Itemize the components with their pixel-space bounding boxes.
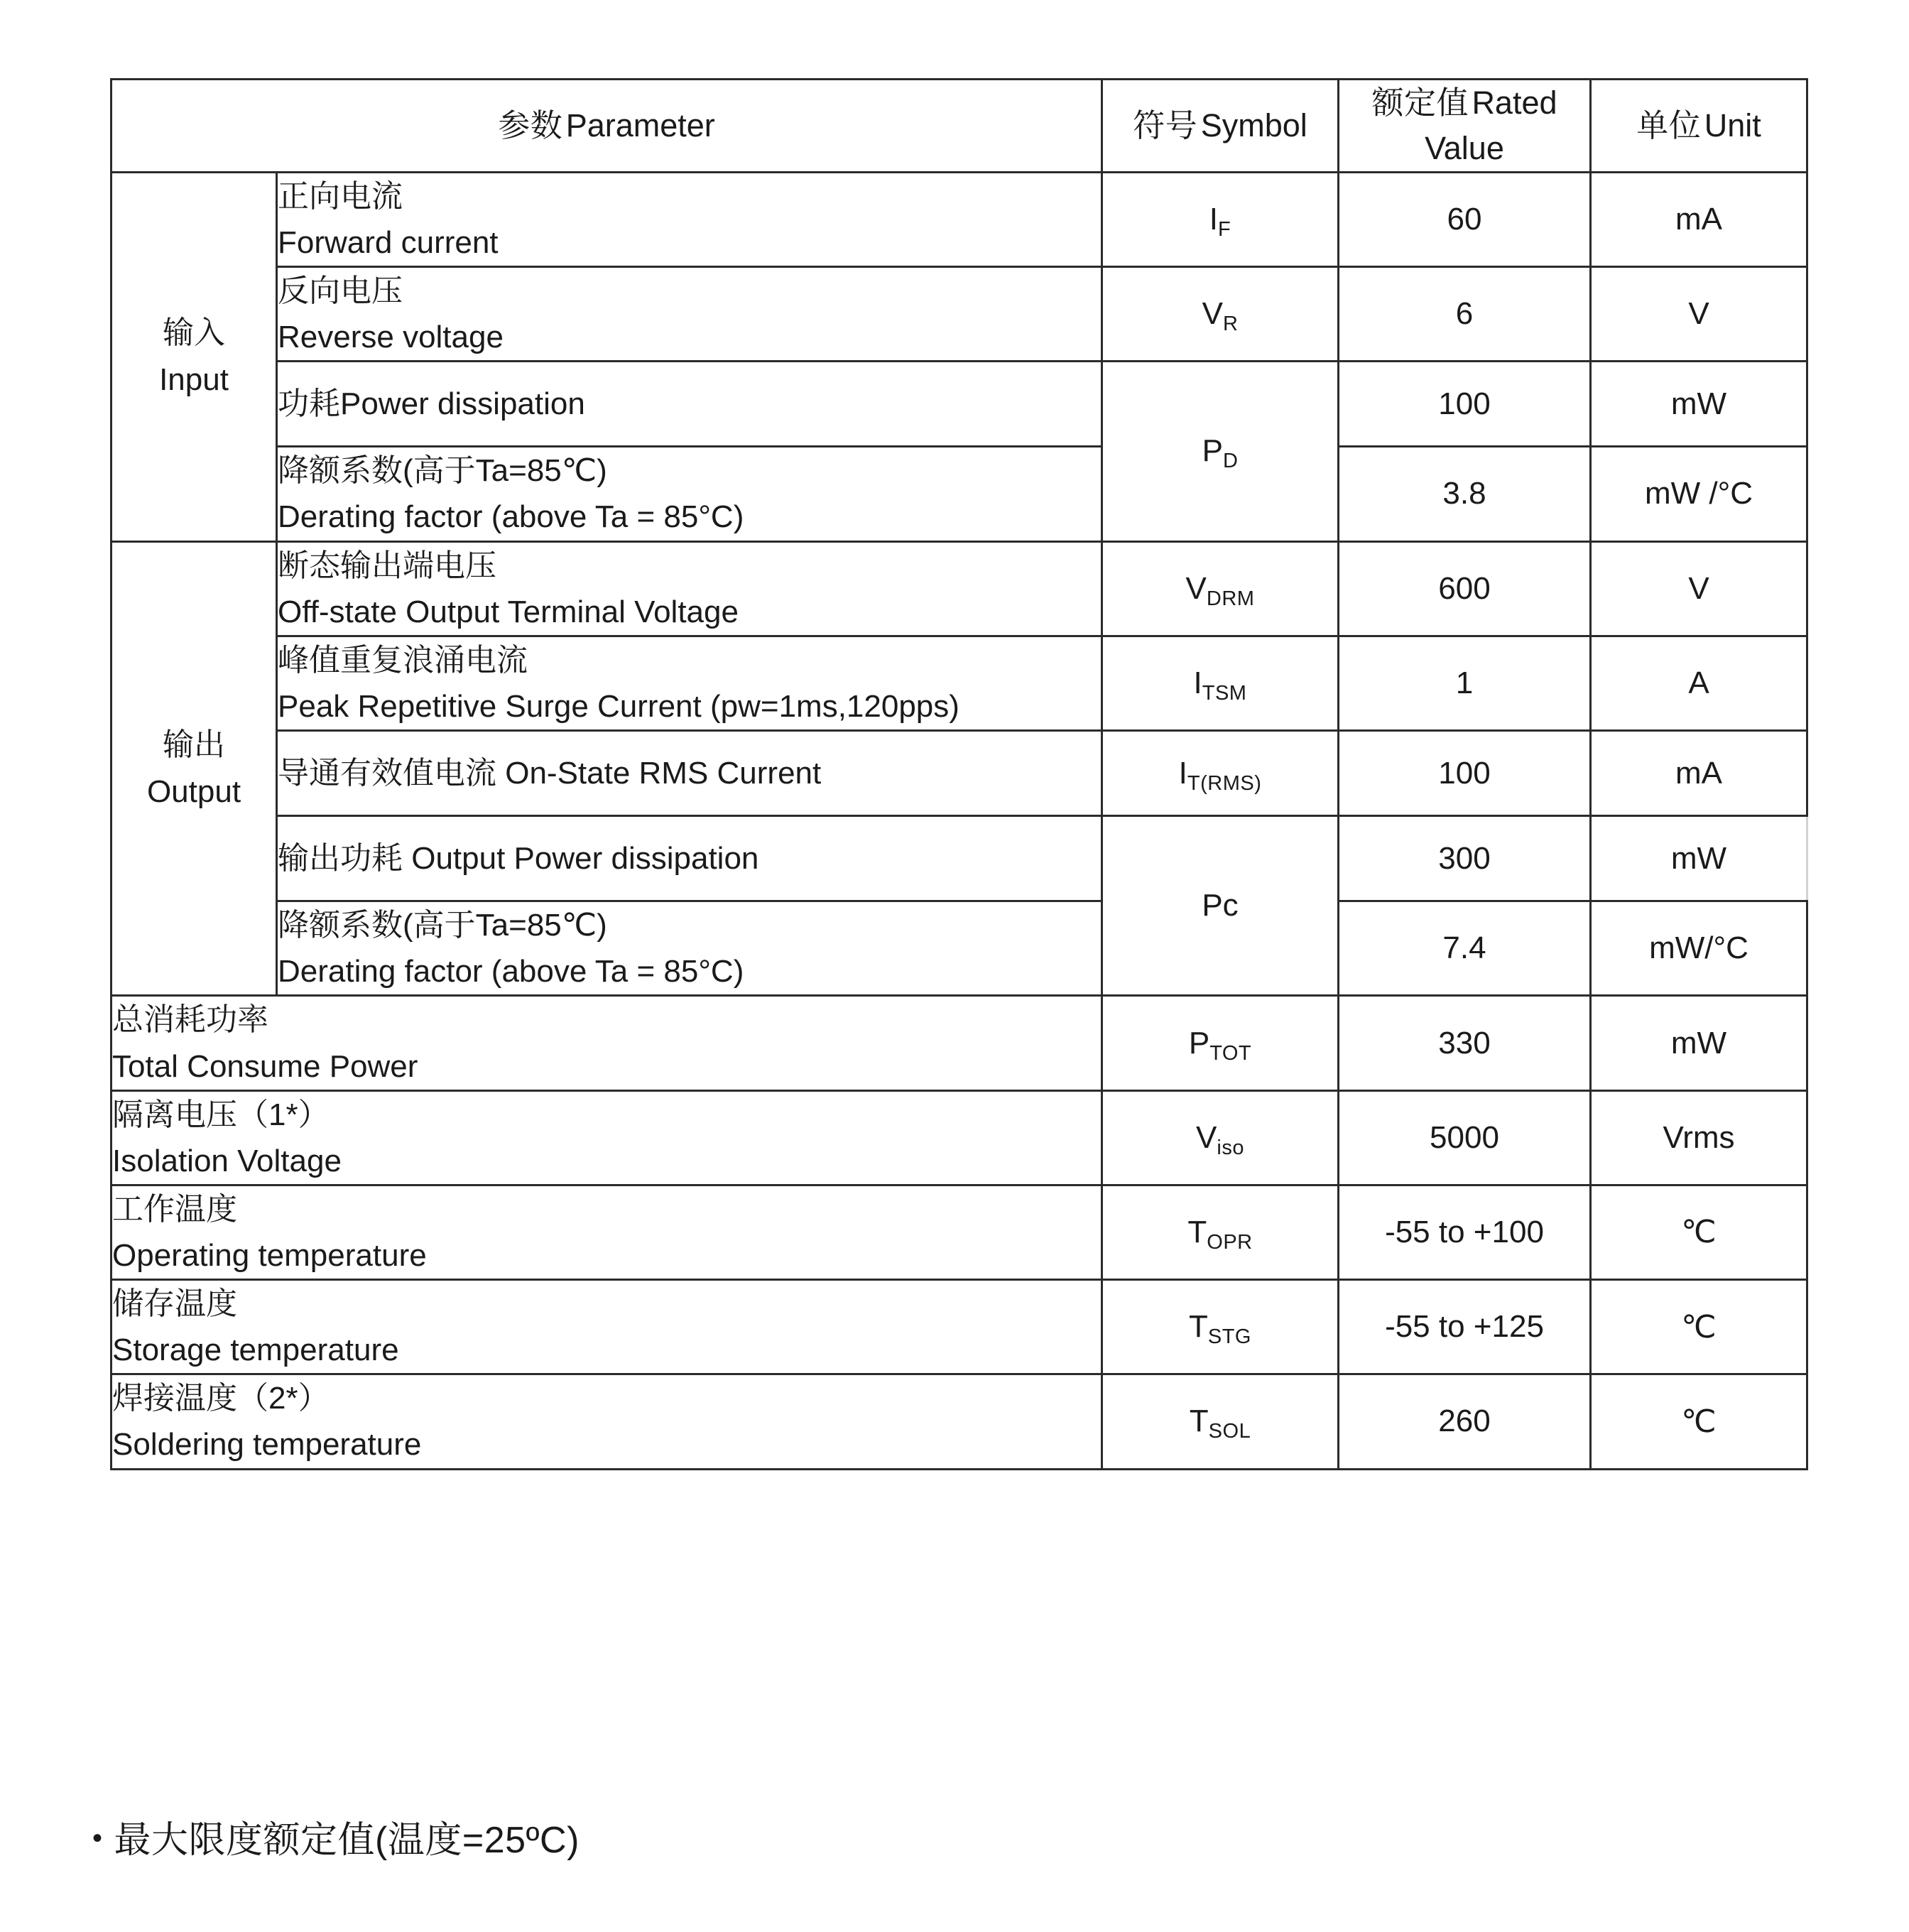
- symbol-vr: [1102, 267, 1339, 362]
- param-off-state-output-terminal-voltage-en: Off-state Output Terminal Voltage: [278, 594, 739, 629]
- param-soldering-temperature-cn: 焊接温度（2*）: [112, 1381, 330, 1416]
- header-symbol-cn: 符号: [1133, 107, 1198, 143]
- value-input-derating-factor: 3.8: [1339, 447, 1591, 541]
- unit-output-derating-factor: mW/°C: [1591, 901, 1807, 996]
- param-peak-repetitive-surge-current-cn: 峰值重复浪涌电流: [278, 642, 528, 678]
- symbol-pc: [1102, 816, 1339, 996]
- param-forward-current-en: Forward current: [278, 224, 499, 260]
- value-storage-temperature: -55 to +125: [1339, 1280, 1591, 1374]
- unit-reverse-voltage: V: [1591, 267, 1807, 362]
- param-reverse-voltage: [277, 267, 1102, 362]
- value-forward-current: 60: [1339, 172, 1591, 266]
- param-isolation-voltage: [112, 1090, 1102, 1185]
- unit-storage-temperature: ℃: [1591, 1280, 1807, 1374]
- value-reverse-voltage: 6: [1339, 267, 1591, 362]
- value-input-power-dissipation: 100: [1339, 362, 1591, 447]
- symbol-tstg-main: T: [1188, 1309, 1208, 1345]
- group-label-output-cn: 输出: [163, 727, 225, 762]
- param-reverse-voltage-cn: 反向电压: [278, 273, 403, 308]
- header-parameter: [112, 80, 1102, 173]
- param-input-power-dissipation-cn: 功耗Power dissipation: [278, 386, 585, 422]
- symbol-vr-main: V: [1202, 296, 1223, 332]
- symbol-vdrm-sub: DRM: [1206, 587, 1255, 610]
- unit-total-consume-power: mW: [1591, 996, 1807, 1090]
- value-total-consume-power: 330: [1339, 996, 1591, 1090]
- param-off-state-output-terminal-voltage-cn: 断态输出端电压: [278, 548, 496, 583]
- table-row: [112, 447, 1807, 541]
- param-soldering-temperature-en: Soldering temperature: [112, 1427, 422, 1462]
- param-input-derating-factor-cn: 降额系数(高于Ta=85℃): [278, 453, 607, 489]
- param-forward-current-cn: 正向电流: [278, 178, 403, 214]
- symbol-ptot-main: P: [1188, 1025, 1210, 1060]
- header-symbol-en: Symbol: [1200, 107, 1307, 143]
- symbol-tsol-sub: SOL: [1208, 1420, 1251, 1443]
- value-output-derating-factor: 7.4: [1339, 901, 1591, 996]
- symbol-ptot: [1102, 996, 1339, 1090]
- param-isolation-voltage-en: Isolation Voltage: [112, 1143, 342, 1178]
- symbol-pd: [1102, 362, 1339, 541]
- value-off-state-output-terminal-voltage: 600: [1339, 541, 1591, 636]
- param-peak-repetitive-surge-current: [277, 636, 1102, 730]
- table-row: [112, 636, 1807, 730]
- symbol-itsm-sub: TSM: [1202, 681, 1247, 705]
- symbol-tstg: [1102, 1280, 1339, 1374]
- header-rated-value-en: Rated Value: [1425, 85, 1557, 166]
- param-total-consume-power-cn: 总消耗功率: [112, 1002, 268, 1038]
- param-isolation-voltage-cn: 隔离电压（1*）: [112, 1097, 330, 1132]
- param-input-power-dissipation: [277, 362, 1102, 447]
- symbol-topr: [1102, 1185, 1339, 1279]
- symbol-vdrm: [1102, 541, 1339, 636]
- header-rated-value-cn: 额定值: [1371, 85, 1469, 121]
- param-output-power-dissipation: [277, 816, 1102, 901]
- unit-output-power-dissipation: mW: [1591, 816, 1807, 901]
- symbol-if-main: I: [1209, 201, 1218, 237]
- symbol-topr-main: T: [1187, 1214, 1207, 1249]
- symbol-vdrm-main: V: [1185, 570, 1207, 606]
- param-input-derating-factor-en: Derating factor (above Ta = 85°C): [278, 499, 744, 535]
- symbol-viso-sub: iso: [1217, 1136, 1244, 1159]
- table-row: [112, 1090, 1807, 1185]
- param-output-derating-factor-cn: 降额系数(高于Ta=85℃): [278, 908, 607, 943]
- param-forward-current: [277, 172, 1102, 266]
- param-operating-temperature-cn: 工作温度: [112, 1191, 237, 1227]
- table-row: [112, 1280, 1807, 1374]
- table-row: [112, 996, 1807, 1090]
- table-row: [112, 730, 1807, 815]
- unit-isolation-voltage: Vrms: [1591, 1090, 1807, 1185]
- absolute-maximum-ratings-table-wrapper: [110, 78, 1806, 1470]
- symbol-itsm: [1102, 636, 1339, 730]
- table-row: [112, 901, 1807, 996]
- footnote-text: 最大限度额定值(温度=25ºC): [114, 1820, 580, 1861]
- group-label-input-cn: 输入: [163, 315, 225, 351]
- table-row: [112, 362, 1807, 447]
- param-output-derating-factor: [277, 901, 1102, 996]
- symbol-ptot-sub: TOT: [1209, 1041, 1252, 1065]
- group-label-input: [112, 172, 277, 541]
- param-storage-temperature: [112, 1280, 1102, 1374]
- param-storage-temperature-cn: 储存温度: [112, 1286, 237, 1322]
- symbol-itrms: [1102, 730, 1339, 815]
- unit-input-derating-factor: mW /°C: [1591, 447, 1807, 541]
- unit-forward-current: mA: [1591, 172, 1807, 266]
- symbol-pd-main: P: [1202, 433, 1223, 469]
- group-label-input-en: Input: [159, 362, 229, 398]
- param-off-state-output-terminal-voltage: [277, 541, 1102, 636]
- param-input-derating-factor: [277, 447, 1102, 541]
- param-output-power-dissipation-cn: 输出功耗 Output Power dissipation: [278, 841, 759, 877]
- param-total-consume-power: [112, 996, 1102, 1090]
- param-operating-temperature-en: Operating temperature: [112, 1237, 427, 1273]
- symbol-vr-sub: R: [1222, 313, 1239, 336]
- unit-input-power-dissipation: mW: [1591, 362, 1807, 447]
- absolute-maximum-ratings-table: [110, 78, 1808, 1470]
- symbol-viso-main: V: [1196, 1119, 1217, 1155]
- value-peak-repetitive-surge-current: 1: [1339, 636, 1591, 730]
- header-parameter-cn: 参数: [498, 107, 563, 143]
- param-peak-repetitive-surge-current-en: Peak Repetitive Surge Current (pw=1ms,120pps): [278, 688, 959, 724]
- param-soldering-temperature: [112, 1374, 1102, 1469]
- param-reverse-voltage-en: Reverse voltage: [278, 320, 504, 355]
- symbol-pd-sub: D: [1222, 450, 1239, 473]
- unit-on-state-rms-current: mA: [1591, 730, 1807, 815]
- symbol-itrms-sub: T(RMS): [1187, 771, 1262, 795]
- header-unit: [1591, 80, 1807, 173]
- unit-soldering-temperature: ℃: [1591, 1374, 1807, 1469]
- value-output-power-dissipation: 300: [1339, 816, 1591, 901]
- unit-operating-temperature: ℃: [1591, 1185, 1807, 1279]
- table-row: [112, 541, 1807, 636]
- param-on-state-rms-current-cn: 导通有效值电流 On-State RMS Current: [278, 755, 822, 791]
- value-operating-temperature: -55 to +100: [1339, 1185, 1591, 1279]
- symbol-tsol: [1102, 1374, 1339, 1469]
- param-operating-temperature: [112, 1185, 1102, 1279]
- param-output-derating-factor-en: Derating factor (above Ta = 85°C): [278, 954, 744, 989]
- table-row: [112, 267, 1807, 362]
- value-on-state-rms-current: 100: [1339, 730, 1591, 815]
- symbol-if: [1102, 172, 1339, 266]
- footnote-bullet-icon: •: [92, 1823, 103, 1854]
- table-row: [112, 816, 1807, 901]
- symbol-topr-sub: OPR: [1207, 1230, 1253, 1254]
- symbol-itsm-main: I: [1193, 665, 1202, 700]
- symbol-tsol-main: T: [1189, 1404, 1209, 1439]
- unit-off-state-output-terminal-voltage: V: [1591, 541, 1807, 636]
- header-unit-cn: 单位: [1636, 107, 1702, 143]
- header-symbol: [1102, 80, 1339, 173]
- symbol-pc-main: Pc: [1202, 888, 1239, 923]
- header-rated-value: [1339, 80, 1591, 173]
- header-unit-en: Unit: [1704, 107, 1761, 143]
- symbol-itrms-main: I: [1178, 755, 1187, 791]
- group-label-output: [112, 541, 277, 996]
- group-label-output-en: Output: [146, 774, 241, 809]
- symbol-tstg-sub: STG: [1207, 1325, 1251, 1349]
- table-row: [112, 172, 1807, 266]
- table-header-row: [112, 80, 1807, 173]
- value-soldering-temperature: 260: [1339, 1374, 1591, 1469]
- table-row: [112, 1374, 1807, 1469]
- param-on-state-rms-current: [277, 730, 1102, 815]
- param-storage-temperature-en: Storage temperature: [112, 1333, 399, 1368]
- symbol-if-sub: F: [1218, 217, 1231, 241]
- header-parameter-en: Parameter: [565, 107, 715, 143]
- footnote: [92, 1810, 580, 1863]
- value-isolation-voltage: 5000: [1339, 1090, 1591, 1185]
- table-row: [112, 1185, 1807, 1279]
- symbol-viso: [1102, 1090, 1339, 1185]
- param-total-consume-power-en: Total Consume Power: [112, 1048, 418, 1084]
- unit-peak-repetitive-surge-current: A: [1591, 636, 1807, 730]
